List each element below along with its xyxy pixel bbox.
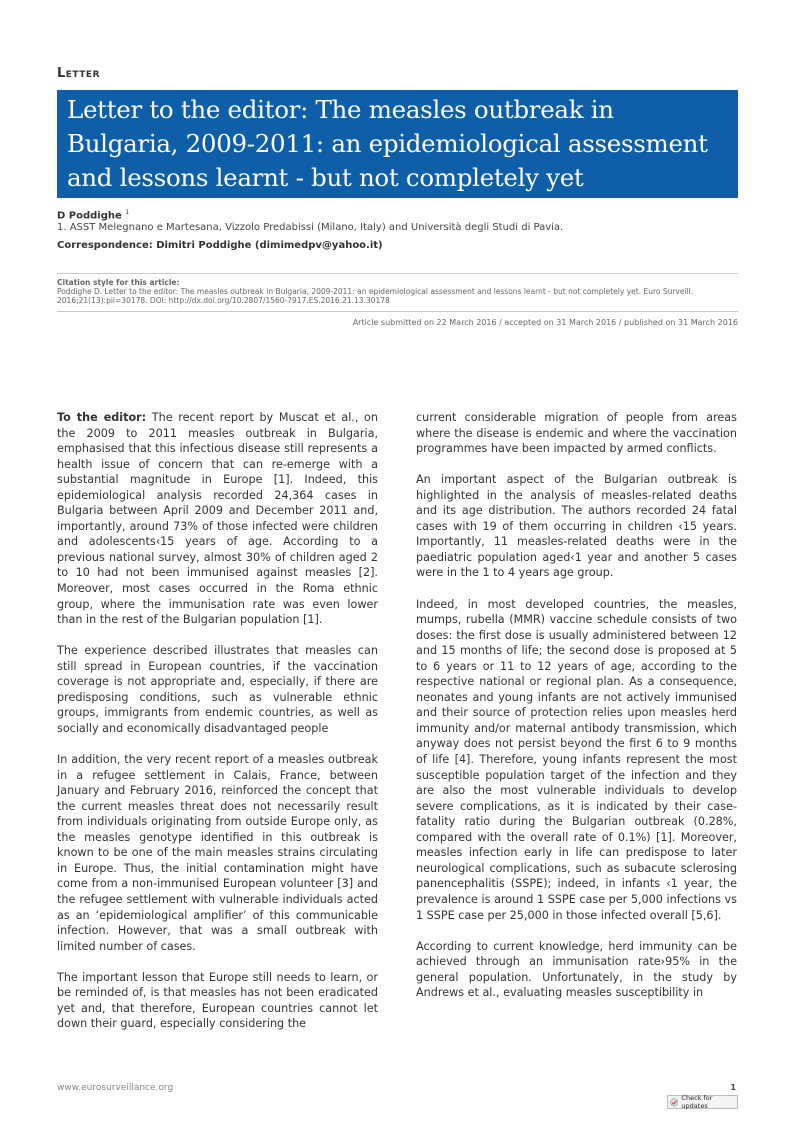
paragraph: current considerable migration of people from areas where the disease is endemic and where the vaccination programmes have been impacted by armed conflicts. [416, 411, 737, 456]
author-name: D Poddighe [57, 210, 122, 222]
citation-box [57, 273, 738, 312]
article-dates: Article submitted on 22 March 2016 / accepted on 31 March 2016 / published on 31 March 2016 [352, 318, 738, 327]
author-affiliation-mark: 1 [125, 209, 130, 216]
section-label: Letter [57, 66, 100, 81]
affiliation: 1. ASST Melegnano e Martesana, Vizzolo Predabissi (Milano, Italy) and Università degli Studi di Pavia. [57, 222, 564, 233]
check-for-updates-icon [670, 1098, 678, 1107]
footer-website-link[interactable]: www.eurosurveillance.org [57, 1083, 174, 1093]
paragraph [57, 410, 378, 628]
correspondence: Correspondence: Dimitri Poddighe (dimimedpv@yahoo.it) [57, 240, 383, 251]
lead-in: To the editor: [57, 411, 147, 424]
check-for-updates-label: Check for updates [681, 1094, 713, 1110]
paragraph: An important aspect of the Bulgarian outbreak is highlighted in the analysis of measles-related deaths and its age distribution. The authors recorded 24 fatal cases with 19 of them occurring in children ‹15 years. Importantly, 11 measles-related deaths were in the paediatric population aged‹1 year and another 5 cases were in the 1 to 4 years age group. [416, 473, 737, 580]
author-line [57, 209, 738, 221]
paragraph: Indeed, in most developed countries, the measles, mumps, rubella (MMR) vaccine schedule consists of two doses: the first dose is usually administered between 12 and 15 months of life; the second dose is proposed at 5 to 6 years or 11 to 12 years of age, according to the respective national or regional plan. As a consequence, neonates and young infants are not actively immunised and their source of protection relies upon measles herd immunity and/or maternal antibody transmission, which anyway does not persist beyond the first 6 to 9 months of life [4]. Therefore, young infants represent the most susceptible population target of the infection and they are also the most vulnerable individuals to develop severe complications, as it is indicated by their case-fatality ratio during the Bulgarian outbreak (0.28%, compared with the overall rate of 0.1%) [1]. Moreover, measles infection early in life can predispose to later neurological complications, such as subacute sclerosing panencephalitis (SSPE); indeed, in infants ‹1 year, the prevalence is around 1 SSPE case per 5,000 infections vs 1 SSPE case per 25,000 in those infected overall [5,6]. [416, 597, 737, 922]
page-number: 1 [730, 1083, 736, 1092]
body-column-right [416, 410, 737, 1001]
article-title: Letter to the editor: The measles outbreak in Bulgaria, 2009-2011: an epidemiological assessment and lessons learnt - but not completely yet [67, 95, 708, 192]
title-banner [57, 90, 738, 198]
paragraph: In addition, the very recent report of a measles outbreak in a refugee settlement in Calais, France, between January and February 2016, reinforced the concept that the current measles threat does not necessarily result from individuals originating from outside Europe only, as the measles genotype identified in this outbreak is known to be one of the main measles strains circulating in Europe. Thus, the initial contamination might have come from a non-immunised European volunteer [3] and the refugee settlement with vulnerable individuals acted as an ‘epidemiological amplifier’ of this communicable infection. However, that was a small outbreak with limited number of cases. [57, 753, 378, 953]
paragraph: The experience described illustrates that measles can still spread in European countries, if the vaccination coverage is not appropriate and, especially, if there are predisposing conditions, such as vulnerable ethnic groups, immigrants from endemic countries, as well as socially and economically disadvantaged people [57, 644, 378, 735]
paragraph-text: The recent report by Muscat et al., on the 2009 to 2011 measles outbreak in Bulgaria, emphasised that this infectious disease still represents a health issue of concern that can re-emerge with a substantial magnitude in Europe [1]. Indeed, this epidemiological analysis recorded 24,364 cases in Bulgaria between April 2009 and December 2011 and, importantly, around 73% of those infected were children and adolescents‹15 years of age. According to a previous national survey, almost 30% of children aged 2 to 10 had not been immunised against measles [2]. Moreover, most cases occurred in the Roma ethnic group, where the immunisation rate was even lower than in the rest of the Bulgarian population [1]. [57, 411, 378, 627]
citation-text: Poddighe D. Letter to the editor: The measles outbreak in Bulgaria, 2009-2011: an epidemiological assessment and lessons learnt - but not completely yet. Euro Surveill. 2016;21(13):pii=30178. DOI: http://dx.doi.org/10.2807/1560-7917.ES.2016.21.13.30178 [57, 287, 694, 306]
citation-heading: Citation style for this article: [57, 278, 180, 287]
body-column-left [57, 410, 378, 1032]
paragraph: The important lesson that Europe still needs to learn, or be reminded of, is that measles has not been eradicated yet and, that therefore, European countries cannot let down their guard, especially considering the [57, 970, 378, 1031]
check-for-updates-button[interactable] [667, 1095, 738, 1109]
paragraph: According to current knowledge, herd immunity can be achieved through an immunisation rate›95% in the general population. Unfortunately, in the study by Andrews et al., evaluating measles susceptibility in [416, 939, 737, 1000]
